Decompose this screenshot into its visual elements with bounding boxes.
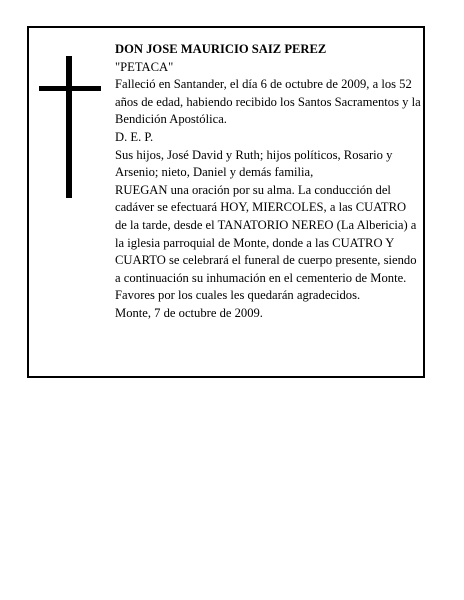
rest-in-peace: D. E. P. (115, 129, 154, 144)
obituary-notice (27, 26, 425, 378)
funeral-request: RUEGAN una oración por su alma. La conducción del cadáver se efectuará HOY, MIERCOLES, a las CUATRO de la tarde, desde el TANATORIO NEREO (La Albericia) a la iglesia parroquial de Monte, donde a las CUATRO Y CUARTO se celebrará el funeral de cuerpo presente, siendo a continuación su inhumación en el cementerio de Monte. Favores por los cuales les quedarán agradecidos. (115, 182, 417, 303)
place-and-date: Monte, 7 de octubre de 2009. (115, 305, 263, 320)
cross-horizontal-bar (39, 86, 101, 91)
family-members: Sus hijos, José David y Ruth; hijos políticos, Rosario y Arsenio; nieto, Daniel y demás familia, (115, 147, 393, 180)
death-statement: Falleció en Santander, el día 6 de octubre de 2009, a los 52 años de edad, habiendo recibido los Santos Sacramentos y la Bendición Apostólica. (115, 77, 421, 127)
nickname: "PETACA" (115, 59, 174, 74)
deceased-name: DON JOSE MAURICIO SAIZ PEREZ (115, 42, 327, 56)
notice-text (115, 41, 421, 323)
cross-vertical-bar (66, 56, 72, 198)
cross-icon (39, 56, 101, 198)
